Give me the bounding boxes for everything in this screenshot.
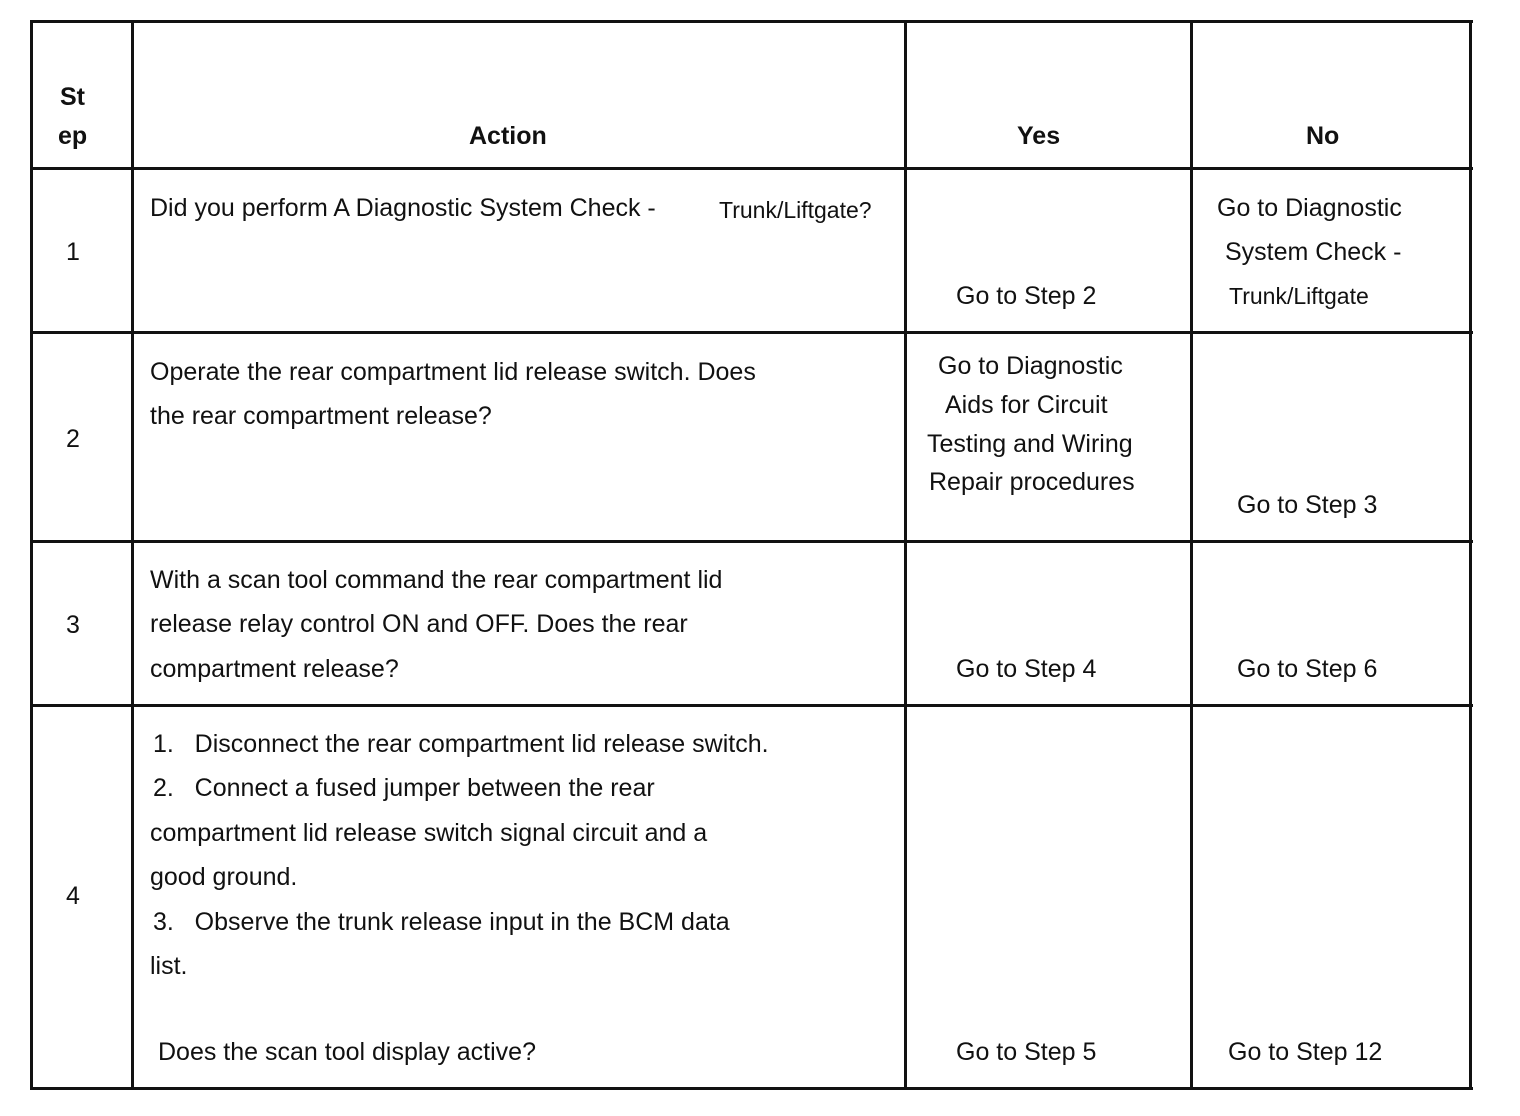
- action-text-line: list.: [150, 952, 188, 980]
- step-number: 4: [66, 882, 80, 910]
- header-divider: [30, 167, 1473, 170]
- yes-result: Go to Step 4: [956, 655, 1097, 683]
- action-text-line: 2. Connect a fused jumper between the rear: [153, 774, 655, 802]
- header-yes: Yes: [1017, 122, 1061, 150]
- yes-result-line: Go to Diagnostic: [938, 352, 1123, 380]
- action-text-line: With a scan tool command the rear compartment lid: [150, 566, 723, 594]
- row-divider-2: [30, 540, 1473, 543]
- header-no: No: [1306, 122, 1340, 150]
- yes-result-line: Repair procedures: [929, 468, 1135, 496]
- no-result-line: Go to Diagnostic: [1217, 194, 1402, 222]
- no-result: Go to Step 12: [1228, 1038, 1383, 1066]
- col-divider-action: [904, 20, 907, 1090]
- table-border-left: [30, 20, 33, 1090]
- table-border-right: [1469, 20, 1472, 1090]
- header-action: Action: [469, 122, 547, 150]
- no-result-line: Trunk/Liftgate: [1229, 283, 1369, 309]
- action-text-line: 1. Disconnect the rear compartment lid release switch.: [153, 730, 769, 758]
- action-text: Did you perform A Diagnostic System Check -: [150, 194, 656, 222]
- action-text-link: Trunk/Liftgate?: [719, 197, 872, 223]
- action-text-line: compartment lid release switch signal circuit and a: [150, 819, 708, 847]
- col-divider-step: [131, 20, 134, 1090]
- step-number: 3: [66, 611, 80, 639]
- no-result: Go to Step 6: [1237, 655, 1378, 683]
- action-text-line: 3. Observe the trunk release input in the BCM data: [153, 908, 730, 936]
- action-text-line: compartment release?: [150, 655, 399, 683]
- yes-result: Go to Step 5: [956, 1038, 1097, 1066]
- header-step-line1: St: [60, 83, 85, 111]
- no-result: Go to Step 3: [1237, 491, 1378, 519]
- header-step-line2: ep: [58, 122, 88, 150]
- yes-result: Go to Step 2: [956, 282, 1097, 310]
- row-divider-3: [30, 704, 1473, 707]
- action-text-line: Operate the rear compartment lid release switch. Does: [150, 358, 756, 386]
- action-text-line: good ground.: [150, 863, 298, 891]
- action-question: Does the scan tool display active?: [158, 1038, 536, 1066]
- table-border-bottom: [30, 1087, 1473, 1090]
- table-border-top: [30, 20, 1473, 23]
- step-number: 2: [66, 425, 80, 453]
- action-text-line: the rear compartment release?: [150, 402, 492, 430]
- step-number: 1: [66, 238, 80, 266]
- no-result-line: System Check -: [1225, 238, 1402, 266]
- action-text-line: release relay control ON and OFF. Does the rear: [150, 610, 688, 638]
- col-divider-yes: [1190, 20, 1193, 1090]
- yes-result-line: Testing and Wiring: [927, 430, 1133, 458]
- yes-result-line: Aids for Circuit: [945, 391, 1108, 419]
- row-divider-1: [30, 331, 1473, 334]
